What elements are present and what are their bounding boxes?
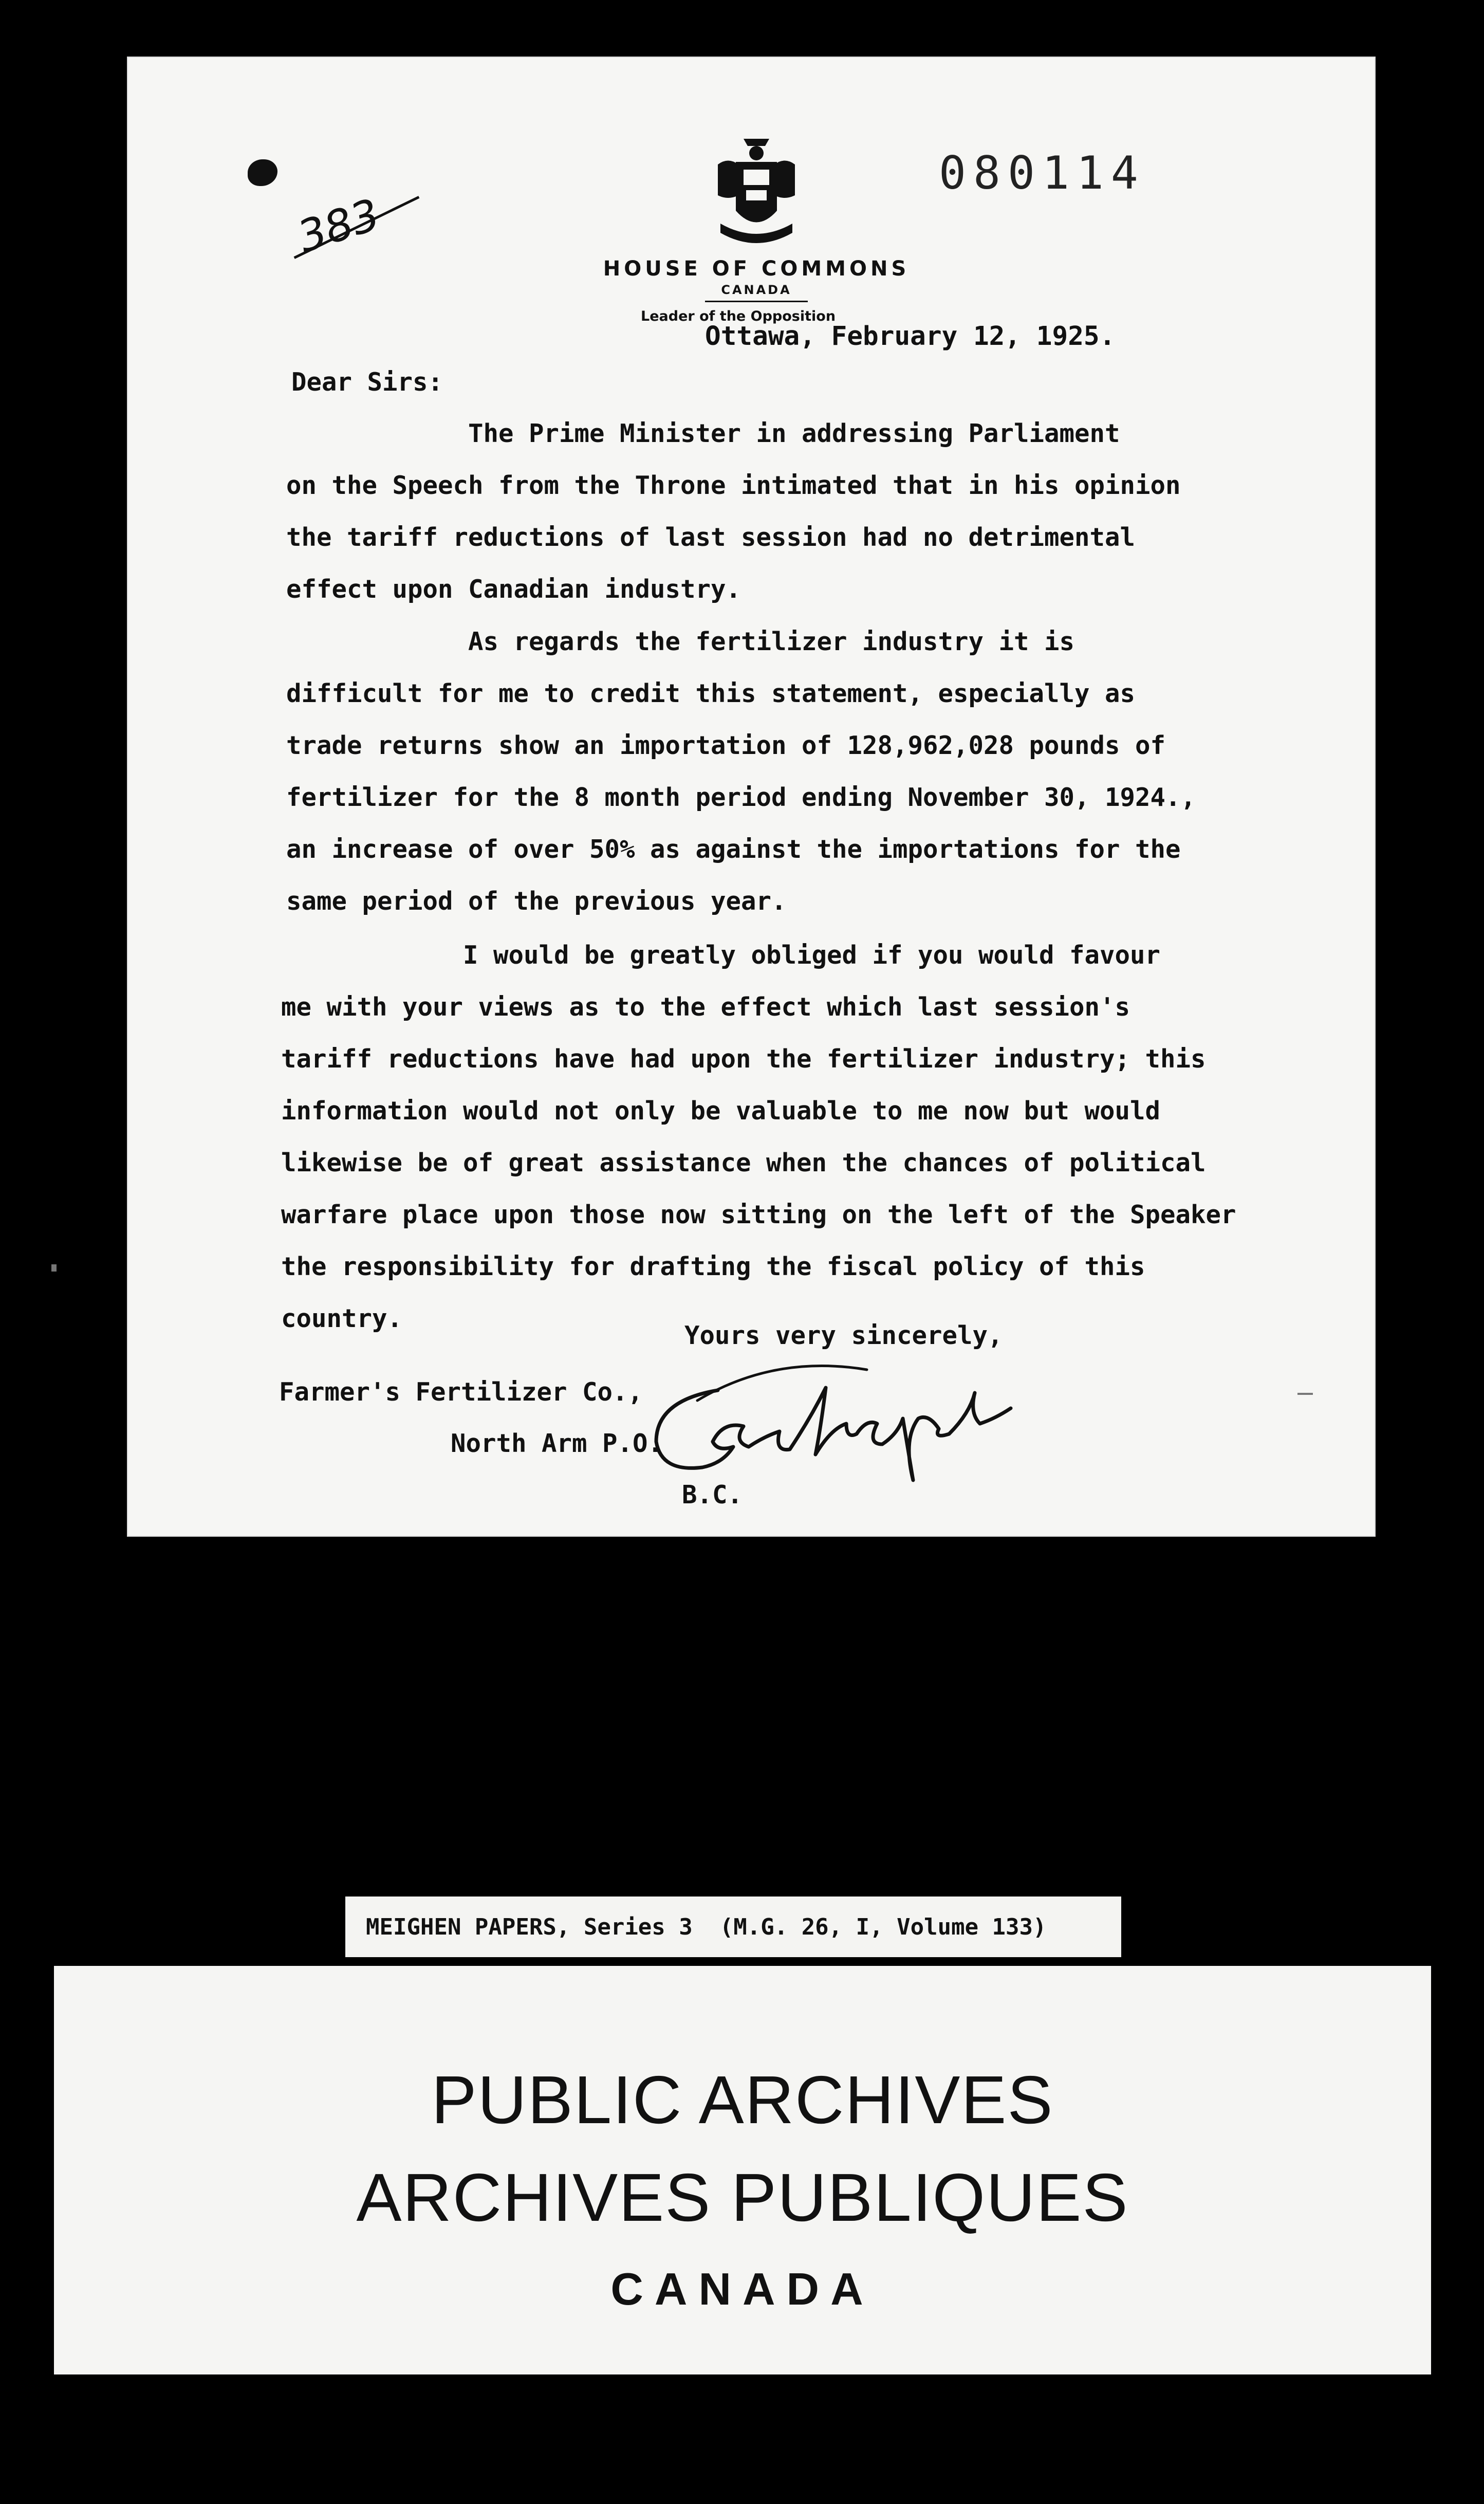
date-line: Ottawa, February 12, 1925. (705, 321, 1116, 352)
reference-label (345, 1897, 1121, 1957)
archives-banner (54, 1966, 1431, 2374)
archives-title-english: PUBLIC ARCHIVES (431, 2062, 1054, 2138)
reference-label-text: MEIGHEN PAPERS, Series 3 (M.G. 26, I, Volume 133) (366, 1913, 1047, 1940)
paragraph-line: fertilizer for the 8 month period ending November 30, 1924., (286, 783, 1196, 812)
signature (641, 1359, 1031, 1493)
paragraph-line: country. (281, 1304, 403, 1333)
addressee-line: North Arm P.O. (451, 1429, 663, 1458)
paragraph-line: As regards the fertilizer industry it is (286, 627, 1075, 656)
paragraph-line: likewise be of great assistance when the chances of political (281, 1148, 1206, 1177)
paragraph-line: effect upon Canadian industry. (286, 575, 741, 604)
paragraph-line: The Prime Minister in addressing Parliament (286, 419, 1120, 448)
stamp-number: 080114 (939, 146, 1145, 199)
archives-title-french: ARCHIVES PUBLIQUES (356, 2160, 1129, 2235)
paragraph-line: tariff reductions have had upon the fertilizer industry; this (281, 1044, 1206, 1074)
closing: Yours very sincerely, (684, 1321, 1003, 1350)
coat-of-arms-icon (708, 134, 805, 252)
addressee-line: Farmer's Fertilizer Co., (279, 1377, 643, 1407)
paragraph-line: I would be greatly obliged if you would favour (281, 941, 1161, 970)
paragraph-line: difficult for me to credit this statement, especially as (286, 679, 1136, 708)
manuscript-number: 383 (291, 189, 386, 263)
letterhead-title: HOUSE OF COMMONS (603, 257, 910, 281)
salutation: Dear Sirs: (291, 367, 443, 397)
letterhead-office: Leader of the Opposition (641, 308, 836, 324)
letterhead-rule (705, 301, 808, 302)
letterhead-country: CANADA (721, 283, 792, 297)
paragraph-line: information would not only be valuable to me now but would (281, 1096, 1161, 1126)
archives-country: CANADA (610, 2263, 875, 2314)
paragraph-line: same period of the previous year. (286, 887, 787, 916)
paragraph-line: warfare place upon those now sitting on the left of the Speaker (281, 1200, 1236, 1229)
paragraph-line: trade returns show an importation of 128,962,028 pounds of (286, 731, 1166, 760)
paragraph-line: me with your views as to the effect which last session's (281, 992, 1130, 1022)
letter-page (127, 57, 1376, 1537)
scan-speck (1297, 1393, 1313, 1395)
scan-speck (51, 1264, 57, 1272)
paragraph-line: an increase of over 50% as against the importations for the (286, 835, 1181, 864)
paragraph-line: on the Speech from the Throne intimated that in his opinion (286, 471, 1181, 500)
paragraph-line: the responsibility for drafting the fiscal policy of this (281, 1252, 1145, 1281)
paragraph-line: the tariff reductions of last session had no detrimental (286, 523, 1136, 552)
ink-blot (248, 159, 277, 186)
addressee-line: B.C. (682, 1480, 743, 1509)
